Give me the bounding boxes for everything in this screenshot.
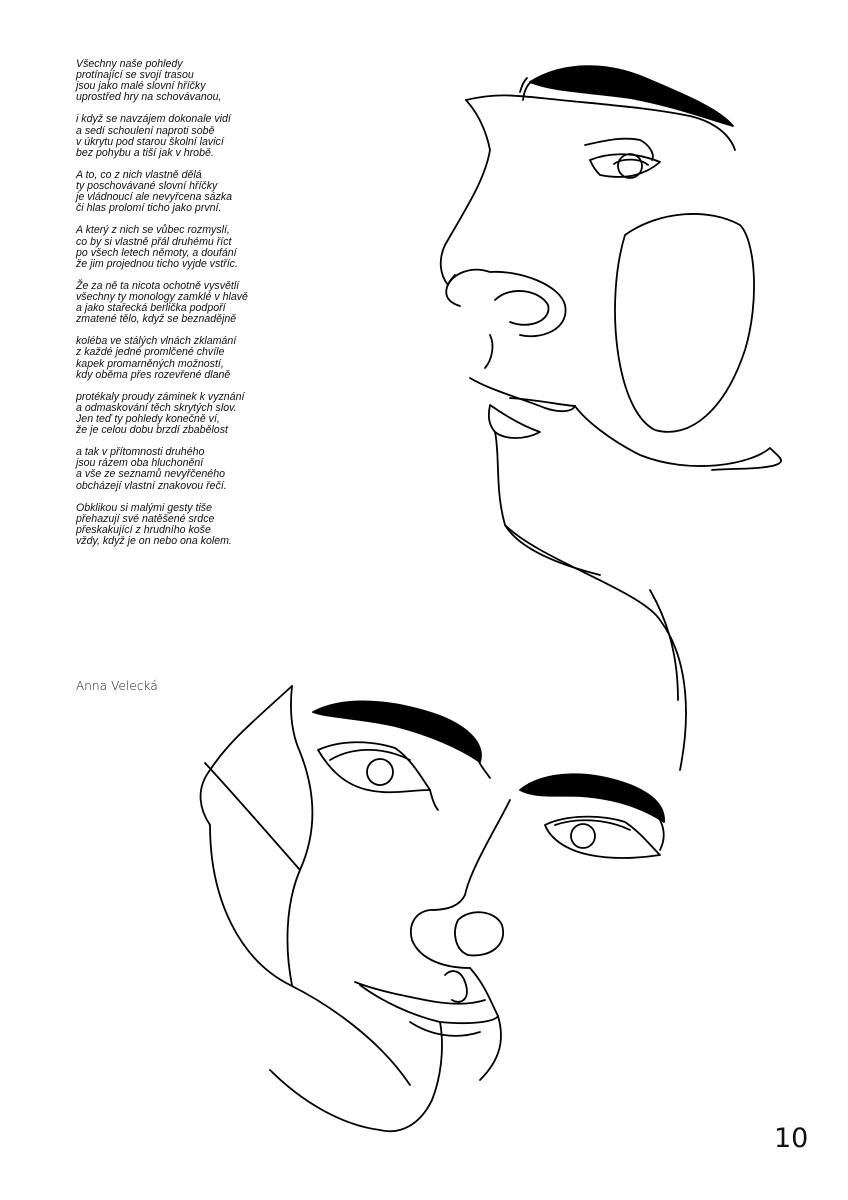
poem-line: protínající se svojí trasou <box>76 69 194 82</box>
poem-line: Že za ně ta nicota ochotně vysvětlí <box>76 279 240 292</box>
poem-line: jsou jako malé slovní hříčky <box>76 80 206 93</box>
poem-line: či hlas prolomí ticho jako první. <box>76 202 222 215</box>
poem-line: a vše ze seznamů nevyřčeného <box>76 468 225 481</box>
poem-line: přeskakující z hrudního koše <box>76 523 211 536</box>
poem-line: kolébа ve stálých vlnách zklamání <box>76 335 237 348</box>
poem-line: a odmaskování těch skrytých slov. <box>76 401 237 414</box>
poem-line: Obklikou si malými gesty tiše <box>76 501 212 514</box>
poem-line: v úkrytu pod starou školní lavicí <box>76 135 224 148</box>
poem-line: je vládnoucí ale nevyřcena sázka <box>76 191 233 204</box>
poem-line: Jen teď ty pohledy konečně ví, <box>76 413 220 425</box>
poem-line: co by si vlastně přál druhému říct <box>76 235 232 248</box>
poem-line: ty poschovávané slovní hříčky <box>76 180 218 193</box>
poem-line: uprostřed hry na schovávanou, <box>76 91 222 104</box>
poem-line: vždy, když je on nebo ona kolem. <box>76 535 232 548</box>
poem-line: A to, co z nich vlastně dělá <box>76 168 202 181</box>
poem-line: všechny ty monology zamklé v hlavě <box>76 290 248 303</box>
poem-line: Všechny naše pohledy <box>76 58 183 70</box>
page-number: 10 <box>774 1123 809 1154</box>
poem-line: a sedí schoulení naproti sobě <box>76 124 215 137</box>
poem-line: jsou rázem oba hluchonění <box>76 457 204 470</box>
poem-line: kdy oběma přes rozevřené dlaně <box>76 368 231 381</box>
poem-line: a tak v přítomnosti druhého <box>76 446 205 459</box>
poem-line: přehazují své natěšené srdce <box>76 512 215 525</box>
poem-line: po všech letech němoty, a doufání <box>76 246 237 259</box>
poem-line: A který z nich se vůbec rozmyslí, <box>76 224 230 237</box>
poem-line: že je celou dobu brzdí zbabělost <box>76 424 228 437</box>
poem-line: protékaly proudy záminek k vyznání <box>76 390 245 403</box>
poem-line: zmatené tělo, když se beznadějně <box>76 313 237 326</box>
poem-line: z každé jedné promlčené chvíle <box>76 346 225 359</box>
poem-line: bez pohybu a tiší jak v hrobě. <box>76 146 214 159</box>
poem-line: kapek promarněných možností, <box>76 357 224 370</box>
poem-line: a jako stařecká berlička podpoří <box>76 302 226 315</box>
poem-line: i když se navzájem dokonale vidí <box>76 113 231 126</box>
poem-line: že jim projednou ticho vyjde vstříc. <box>76 257 238 270</box>
poem-author: Anna Velecká <box>76 679 158 693</box>
poem-line: obcházejí vlastní znakovou řečí. <box>76 479 227 492</box>
